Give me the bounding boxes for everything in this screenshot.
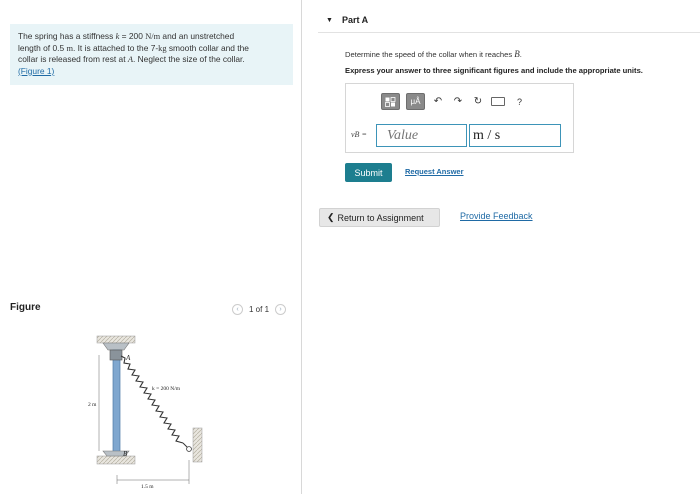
length-unit: m xyxy=(66,43,73,53)
request-answer-link[interactable]: Request Answer xyxy=(405,167,464,176)
figure-pager xyxy=(232,304,286,315)
wall-support xyxy=(193,428,202,462)
answer-instruction: Express your answer to three significant figures and include the appropriate units. xyxy=(345,66,643,75)
math-toolbar xyxy=(381,93,522,110)
top-bracket xyxy=(103,343,129,350)
part-title: Part A xyxy=(341,15,369,25)
vertical-rod xyxy=(113,350,120,456)
pin-anchor xyxy=(187,447,192,452)
chevron-left-icon[interactable]: ‹ xyxy=(232,304,243,315)
redo-icon[interactable]: ↷ xyxy=(453,96,463,107)
spring xyxy=(121,356,183,443)
chevron-left-icon: ❮ xyxy=(327,212,335,222)
prompt-point-b: B xyxy=(514,49,520,59)
k-symbol: k xyxy=(115,32,120,41)
prompt-end: . xyxy=(519,50,522,59)
reset-icon[interactable]: ↻ xyxy=(473,96,483,107)
problem-text-3: and an unstretched xyxy=(160,31,235,41)
part-a-header[interactable] xyxy=(326,15,368,25)
value-input[interactable] xyxy=(376,124,467,147)
template-icon[interactable] xyxy=(381,93,400,110)
units-button[interactable]: μÅ xyxy=(406,93,425,110)
stiffness-unit: N/m xyxy=(145,32,161,41)
provide-feedback-link[interactable]: Provide Feedback xyxy=(460,211,533,221)
figure-label-width: 1.5 m xyxy=(141,484,154,490)
problem-text-5: . It is attached to the 7- xyxy=(72,42,159,53)
pager-text: 1 of 1 xyxy=(249,305,270,314)
problem-text-4: length of 0.5 xyxy=(18,42,67,53)
submit-button[interactable]: Submit xyxy=(345,163,392,182)
return-to-assignment-button[interactable] xyxy=(319,208,440,227)
prompt-text: Determine the speed of the collar when it reaches xyxy=(345,50,515,59)
problem-text-7: collar is released from rest at xyxy=(18,54,128,65)
return-label: Return to Assignment xyxy=(337,212,424,223)
figure-label-b: B xyxy=(123,450,128,458)
point-a-symbol: A xyxy=(127,55,133,65)
figure-title: Figure xyxy=(10,302,41,313)
panel-divider xyxy=(301,0,302,494)
mass-unit: kg xyxy=(158,43,167,53)
problem-statement xyxy=(10,24,293,85)
floor-support xyxy=(97,456,135,464)
variable-label: vB = xyxy=(351,130,367,139)
question-prompt xyxy=(345,49,522,59)
figure-link[interactable]: (Figure 1) xyxy=(18,65,55,76)
part-divider xyxy=(318,32,700,33)
help-button[interactable]: ? xyxy=(517,96,523,107)
figure-diagram xyxy=(85,330,215,490)
ceiling-support xyxy=(97,336,135,343)
problem-text-8: . Neglect the size of the collar. xyxy=(132,54,245,65)
figure-label-height: 2 m xyxy=(88,402,97,408)
chevron-right-icon[interactable]: › xyxy=(275,304,286,315)
problem-text-2: = 200 xyxy=(119,31,146,41)
units-input[interactable] xyxy=(469,124,561,147)
keyboard-icon[interactable] xyxy=(491,97,505,106)
figure-label-a: A xyxy=(126,354,131,362)
figure-label-spring: k = 200 N/m xyxy=(152,386,181,392)
collar xyxy=(110,350,122,360)
problem-text-1: The spring has a stiffness xyxy=(18,31,116,41)
undo-icon[interactable]: ↶ xyxy=(433,96,443,107)
collapse-triangle-icon[interactable]: ▼ xyxy=(326,16,333,24)
problem-text-6: smooth collar and the xyxy=(166,42,249,53)
